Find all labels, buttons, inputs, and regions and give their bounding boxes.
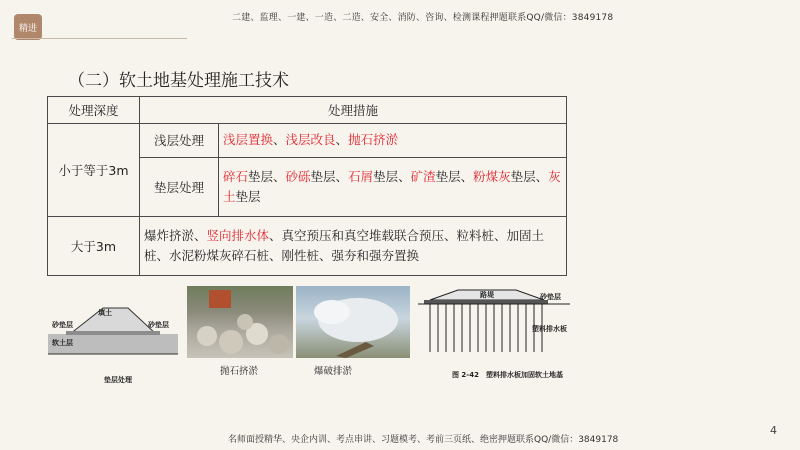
plain-text: 垫层、 xyxy=(510,168,549,184)
fig1-label-sand-left: 砂垫层 xyxy=(52,321,73,329)
table-header-row xyxy=(48,97,567,124)
depth-large-cell: 大于3m xyxy=(48,216,140,275)
highlight-term: 石屑 xyxy=(348,168,374,184)
highlight-term: 碎石 xyxy=(223,168,249,184)
fig4-label-drain: 塑料排水板 xyxy=(532,325,567,333)
fig1-caption: 垫层处理 xyxy=(104,376,132,384)
plain-text: 垫层、 xyxy=(310,168,349,184)
footer-banner: 名师面授精华、央企内训、考点串讲、习题模考、考前三页纸、绝密押题联系QQ/微信：3849178 xyxy=(228,435,619,445)
header-divider xyxy=(12,38,187,39)
plain-text: 垫层、 xyxy=(435,168,474,184)
highlight-term: 浅层置换 xyxy=(223,132,274,148)
highlight-term: 竖向排水体 xyxy=(206,227,270,243)
highlight-term: 浅层改良 xyxy=(285,132,336,148)
highlight-term: 砂砾 xyxy=(285,168,311,184)
table-row xyxy=(48,124,567,158)
plain-text: 爆炸挤淤、 xyxy=(144,227,207,243)
fig1-label-soil: 填土 xyxy=(98,309,112,317)
drain-board-diagram xyxy=(418,286,570,362)
fig4-caption: 图 2-42 塑料排水板加固软土地基 xyxy=(452,371,563,379)
depth-small-cell: 小于等于3m xyxy=(48,124,140,217)
method-shallow: 浅层处理 xyxy=(140,124,219,158)
method-cushion: 垫层处理 xyxy=(140,157,219,216)
treatment-table xyxy=(47,96,567,276)
top-banner: 二建、监理、一建、一造、二造、安全、消防、咨询、检测课程押题联系QQ/微信：3849178 xyxy=(232,13,614,23)
cushion-diagram xyxy=(48,298,178,362)
header-measures: 处理措施 xyxy=(140,97,567,124)
header-depth: 处理深度 xyxy=(48,97,140,124)
table-row xyxy=(48,216,567,275)
detail-shallow xyxy=(219,124,567,158)
highlight-term: 抛石挤淤 xyxy=(348,132,399,148)
page-title: （二）软土地基处理施工技术 xyxy=(68,71,289,91)
fig2-caption: 抛石挤淤 xyxy=(220,366,259,377)
detail-deep xyxy=(140,216,567,275)
plain-text: 垫层 xyxy=(235,188,261,204)
page-number: 4 xyxy=(770,424,777,437)
plain-text: 、 xyxy=(273,132,286,148)
fig1-label-geo: 软土层 xyxy=(52,339,73,347)
fig4-label-sand: 砂垫层 xyxy=(540,293,561,301)
plain-text: 垫层、 xyxy=(373,168,411,184)
brand-logo: 精进 xyxy=(14,14,42,40)
plain-text: 垫层、 xyxy=(248,168,286,184)
blasting-photo xyxy=(296,286,410,358)
plain-text: 、真空预压和真空堆载联合预压、粒料桩、加固土桩、水泥粉煤灰碎石桩、刚性桩、强夯和强夯置换 xyxy=(144,227,545,263)
detail-cushion xyxy=(219,157,567,216)
plain-text: 、 xyxy=(335,132,349,148)
highlight-term: 灰土 xyxy=(223,168,561,204)
riprap-photo xyxy=(187,286,293,358)
highlight-term: 粉煤灰 xyxy=(473,168,511,184)
fig4-label-road: 路堤 xyxy=(480,291,494,299)
fig3-caption: 爆破排淤 xyxy=(314,366,353,377)
highlight-term: 矿渣 xyxy=(410,168,436,184)
fig1-label-sand-right: 砂垫层 xyxy=(148,321,169,329)
